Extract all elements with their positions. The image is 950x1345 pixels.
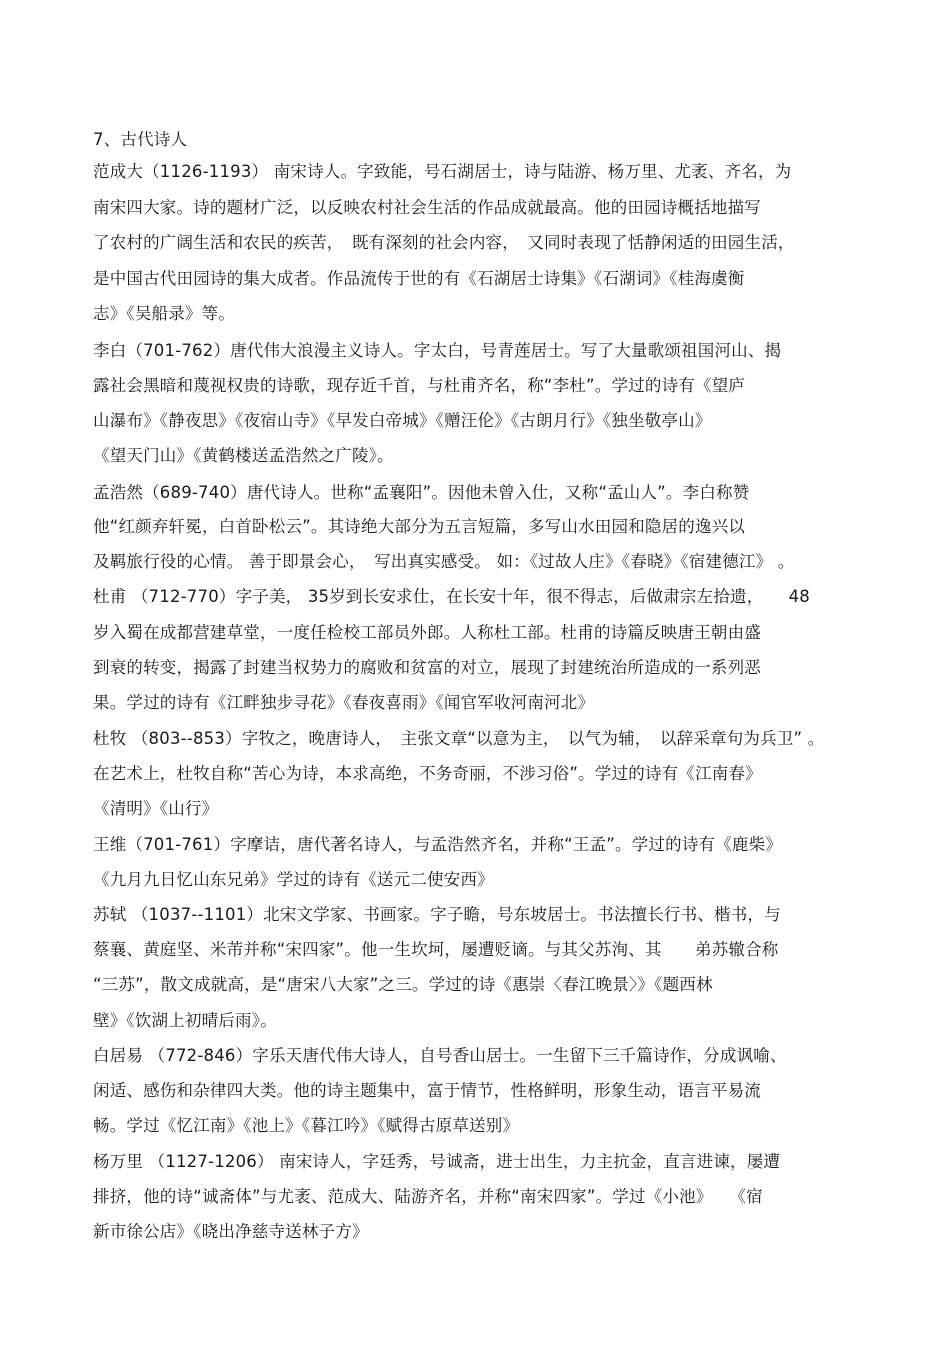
text-line: 山瀑布》《静夜思》《夜宿山寺》《早发白帝城》《赠汪伦》《古朗月行》《独坐敬亭山》 (93, 411, 712, 430)
text-line: 排挤，他的诗“诚斋体”与尤袤、范成大、陆游齐名，并称“南宋四家”。学过《小池》 《宿 (93, 1187, 763, 1206)
text-line: 果。学过的诗有《江畔独步寻花》《春夜喜雨》《闻官军收河南河北》 (93, 693, 595, 712)
text-line: 到衰的转变，揭露了封建当权势力的腐败和贫富的对立，展现了封建统治所造成的一系列恶 (93, 658, 761, 677)
text-line: 畅。学过《忆江南》《池上》《暮江吟》《赋得古原草送别》 (93, 1116, 520, 1135)
text-line: 露社会黑暗和蔑视权贵的诗歌，现存近千首，与杜甫齐名，称“李杜”。学过的诗有《望庐 (93, 376, 746, 395)
text-line: 新市徐公店》《晓出净慈寺送林子方》 (93, 1222, 369, 1241)
text-line: 王维（701-761）字摩诘，唐代著名诗人，与孟浩然齐名，并称“王孟”。学过的诗有《鹿柴》 (93, 835, 783, 854)
text-line: 孟浩然（689-740）唐代诗人。世称“孟襄阳”。因他未曾入仕，又称“孟山人”。李白称赞 (93, 483, 750, 502)
text-line: 他“红颜弃轩冕，白首卧松云”。其诗绝大部分为五言短篇，多写山水田园和隐居的逸兴以 (93, 517, 746, 536)
section-heading: 7、古代诗人 (93, 130, 188, 149)
text-line: 在艺术上，杜牧自称“苦心为诗，本求高绝，不务奇丽，不涉习俗”。学过的诗有《江南春》 (93, 764, 762, 783)
text-line: 《望天门山》《黄鹤楼送孟浩然之广陵》。 (93, 446, 394, 465)
text-line: 是中国古代田园诗的集大成者。作品流传于世的有《石湖居士诗集》《石湖词》《桂海虞衡 (93, 269, 745, 288)
text-line: 李白（701-762）唐代伟大浪漫主义诗人。字太白，号青莲居士。写了大量歌颂祖国河山、揭 (93, 341, 782, 360)
text-line: 《九月九日忆山东兄弟》学过的诗有《送元二使安西》 (93, 870, 494, 889)
text-line: 志》《吴船录》等。 (93, 304, 236, 323)
text-line: 杜甫 （712-770）字子美， 35岁到长安求仕，在长安十年，很不得志，后做肃宗左拾遗， 48 (93, 587, 810, 606)
text-line: 蔡襄、黄庭坚、米芾并称“宋四家”。他一生坎坷，屡遭贬谪。与其父苏洵、其 弟苏辙合称 (93, 940, 779, 959)
text-line: 了农村的广阔生活和农民的疾苦， 既有深刻的社会内容， 又同时表现了恬静闲适的田园生活， (93, 233, 795, 252)
text-line: 苏轼 （1037--1101）北宋文学家、书画家。字子瞻，号东坡居士。书法擅长行书、楷书，与 (93, 905, 781, 924)
text-line: 及羁旅行役的心情。 善于即景会心， 写出真实感受。 如：《过故人庄》《春晓》《宿建德江》 。 (93, 552, 795, 571)
text-line: 南宋四大家。诗的题材广泛，以反映农村社会生活的作品成就最高。他的田园诗概括地描写 (93, 198, 761, 217)
text-line: 范成大（1126-1193） 南宋诗人。字致能，号石湖居士，诗与陆游、杨万里、尤袤、齐名，为 (93, 162, 792, 181)
text-line: 《清明》《山行》 (93, 799, 219, 818)
text-line: 杜牧 （803--853）字牧之，晚唐诗人， 主张文章“以意为主， 以气为辅， 以辞采章句为兵卫” 。 (93, 729, 825, 748)
text-line: 岁入蜀在成都营建草堂，一度任检校工部员外郎。人称杜工部。杜甫的诗篇反映唐王朝由盛 (93, 623, 761, 642)
text-line: “三苏”，散文成就高，是“唐宋八大家”之三。学过的诗《惠崇〈春江晚景〉》《题西林 (93, 975, 713, 994)
text-line: 白居易 （772-846）字乐天唐代伟大诗人，自号香山居士。一生留下三千篇诗作，分成讽喻、 (93, 1046, 787, 1065)
text-line: 杨万里 （1127-1206） 南宋诗人，字廷秀，号诚斋，进士出生，力主抗金，直言进谏，屡遭 (93, 1152, 781, 1171)
text-line: 闲适、感伤和杂律四大类。他的诗主题集中，富于情节，性格鲜明，形象生动，语言平易流 (93, 1081, 761, 1100)
text-line: 壁》《饮湖上初晴后雨》。 (93, 1011, 277, 1030)
